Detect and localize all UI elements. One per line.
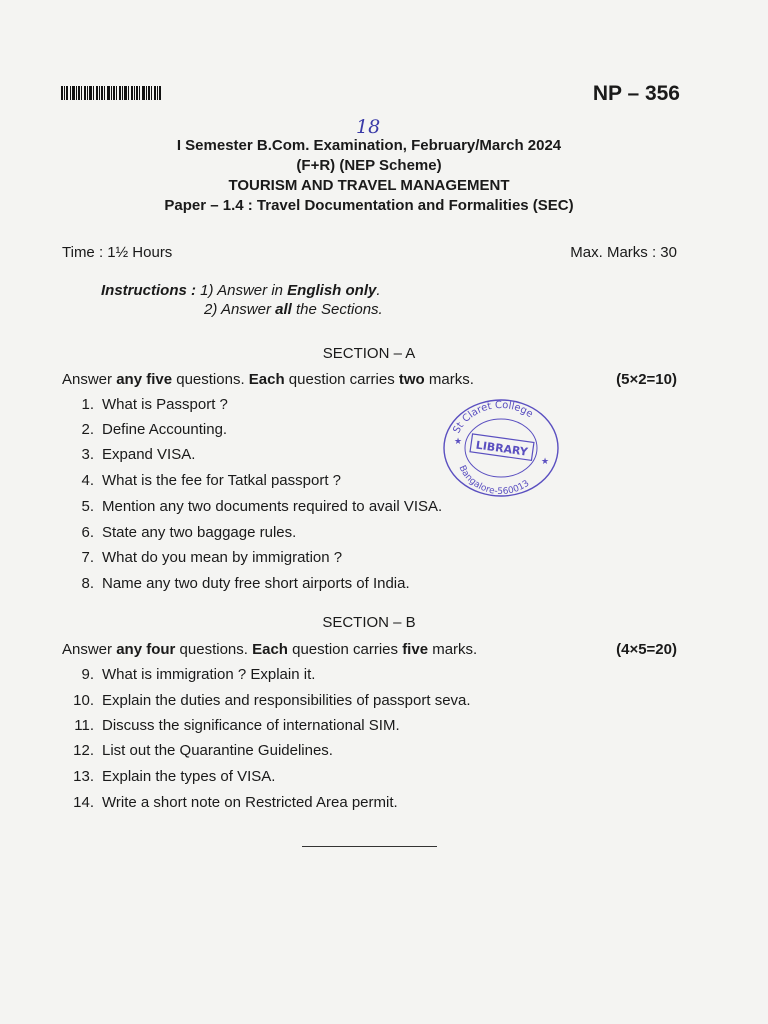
stamp-bottom-text: Bangalore-560013 <box>456 463 532 498</box>
paper-title: Paper – 1.4 : Travel Documentation and Formalities (SEC) <box>164 197 574 214</box>
question: 6. State any two baggage rules. <box>81 524 297 541</box>
question: 14. Write a short note on Restricted Area permit. <box>73 794 398 811</box>
question: 11. Discuss the significance of international SIM. <box>74 717 400 734</box>
question: 8. Name any two duty free short airports of India. <box>81 575 410 592</box>
instruction-emphasis: English only <box>287 282 377 299</box>
max-marks: Max. Marks : 30 <box>570 244 677 261</box>
question: 4. What is the fee for Tatkal passport ? <box>81 472 342 489</box>
stamp-top-text: St Claret College <box>451 399 535 436</box>
exam-title: I Semester B.Com. Examination, February/March 2024 <box>176 137 562 154</box>
instruction-text: 1) Answer in <box>196 282 288 299</box>
instruction-text: 2) Answer <box>204 301 276 318</box>
section-b-allocation: (4×5=20) <box>616 641 677 658</box>
paper-code: NP – 356 <box>592 82 680 105</box>
question: 5. Mention any two documents required to avail VISA. <box>81 498 443 515</box>
section-a-title: SECTION – A <box>322 345 416 362</box>
section-b-title: SECTION – B <box>322 614 416 631</box>
stamp-center-text: LIBRARY <box>474 438 529 459</box>
library-stamp <box>441 394 561 498</box>
time-allowed: Time : 1½ Hours <box>62 244 173 261</box>
instructions-label: Instructions : <box>101 282 197 299</box>
svg-text:★: ★ <box>541 457 550 467</box>
question: 2. Define Accounting. <box>81 421 228 438</box>
section-a-allocation: (5×2=10) <box>616 371 677 388</box>
instruction-line-2 <box>204 301 383 318</box>
svg-text:★: ★ <box>454 437 463 447</box>
question: 12. List out the Quarantine Guidelines. <box>73 742 333 759</box>
instruction-emphasis: all <box>275 301 292 318</box>
exam-scheme: (F+R) (NEP Scheme) <box>296 157 442 174</box>
end-rule <box>302 846 437 847</box>
handwritten-note: 18 <box>356 116 381 138</box>
instruction-text: the Sections. <box>291 301 383 318</box>
section-b-instruction: Answer any four questions. Each question carries five marks. <box>62 641 478 658</box>
question: 9. What is immigration ? Explain it. <box>81 666 316 683</box>
section-a-instruction: Answer any five questions. Each question carries two marks. <box>62 371 474 388</box>
instruction-text: . <box>376 282 381 299</box>
subject-title: TOURISM AND TRAVEL MANAGEMENT <box>228 177 510 194</box>
question: 13. Explain the types of VISA. <box>73 768 276 785</box>
question: 10. Explain the duties and responsibilities of passport seva. <box>73 692 471 709</box>
instruction-line-1 <box>101 282 381 299</box>
barcode <box>61 86 161 100</box>
question: 3. Expand VISA. <box>81 446 196 463</box>
question: 1. What is Passport ? <box>81 396 228 413</box>
question: 7. What do you mean by immigration ? <box>81 549 343 566</box>
